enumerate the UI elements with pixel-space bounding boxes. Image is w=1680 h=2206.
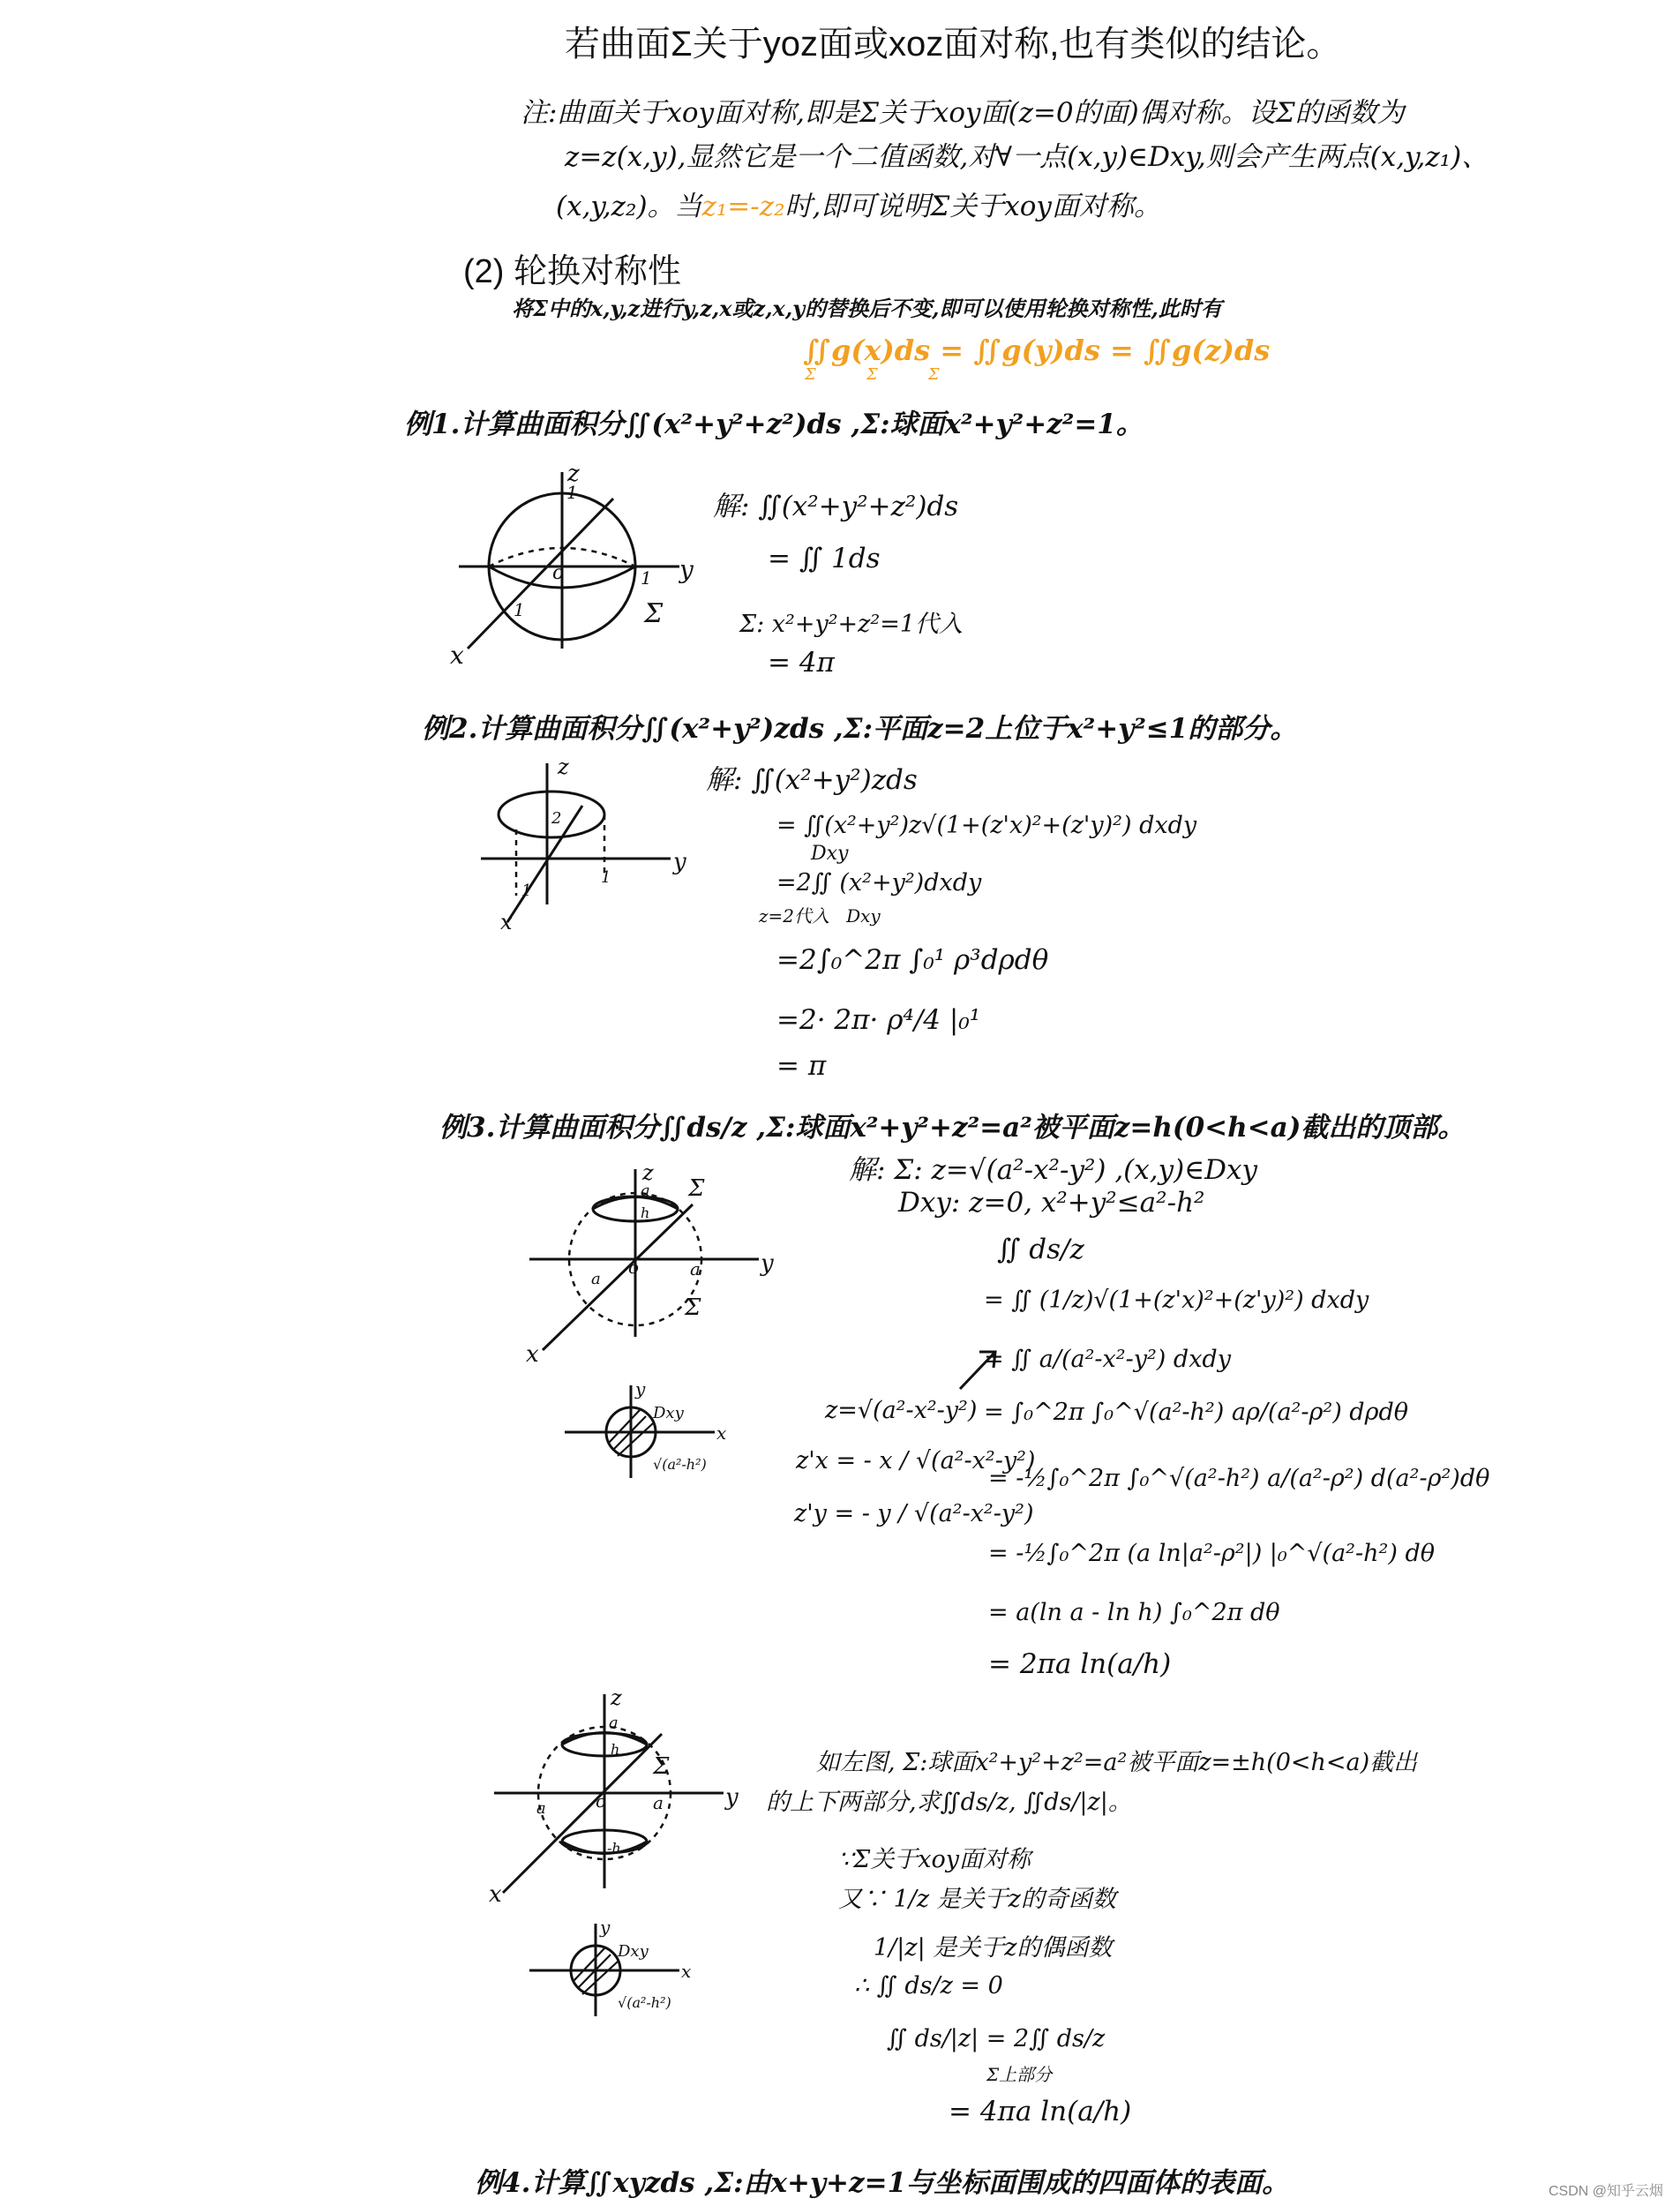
label-z: z <box>567 461 580 487</box>
ex3b-sol-line-7: = 4πa ln(a/h) <box>949 2096 1132 2127</box>
example3-title: 例3.计算曲面积分∬ds/z ,Σ:球面x²+y²+z²=a²被平面z=h(0<h<a)截出的顶部。 <box>439 1112 1466 1144</box>
ex3-sol-line-8: = -½∫₀^2π (a ln|a²-ρ²|) |₀^√(a²-h²) dθ <box>988 1540 1435 1567</box>
ex3b-sol-line-3: 1/|z| 是关于z的偶函数 <box>874 1934 1113 1962</box>
label-y: y <box>679 555 694 584</box>
note-line-3 <box>556 184 1161 223</box>
x-axis <box>543 1204 693 1350</box>
label-sigma: Σ <box>653 1753 670 1780</box>
label-one-top: 1 <box>566 482 578 503</box>
example1-sphere-diagram <box>441 459 715 679</box>
ex3b-text-line-2: 的上下两部分,求∬ds/z, ∬ds/|z|。 <box>766 1789 1132 1816</box>
note-line-3-pre: (x,y,z₂)。当 <box>556 191 702 222</box>
ex2-sol-line-4: =2∬ (x²+y²)dxdy <box>776 869 982 897</box>
label-h: h <box>641 1204 650 1221</box>
label-a-front: a <box>591 1270 601 1288</box>
example3b-dxy-disk <box>529 1919 706 2025</box>
rotation-formula: ∬g(x)ds = ∬g(y)ds = ∬g(z)ds <box>803 334 1271 367</box>
ex3-sol-line-1: 解: Σ: z=√(a²-x²-y²) ,(x,y)∈Dxy <box>849 1154 1258 1186</box>
ex3b-sol-line-6: Σ上部分 <box>986 2064 1053 2085</box>
ex3-sol-line-5: = ∬ a/(a²-x²-y²) dxdy <box>984 1346 1231 1373</box>
label-x: x <box>716 1422 727 1444</box>
label-y: y <box>635 1378 646 1399</box>
ex3-sol-line-10: = 2πa ln(a/h) <box>988 1648 1172 1680</box>
label-x: x <box>500 910 513 934</box>
ex3-sol-line-3: ∬ ds/z <box>997 1234 1084 1265</box>
label-x: x <box>450 641 464 670</box>
ex3-side-line-1: z=√(a²-x²-y²) <box>825 1397 978 1424</box>
ex2-sol-line-3: Dxy <box>799 843 849 865</box>
label-x: x <box>489 1881 502 1908</box>
label-dxy: Dxy <box>653 1404 684 1422</box>
label-y: y <box>761 1250 774 1277</box>
ex3-sol-line-6: = ∫₀^2π ∫₀^√(a²-h²) aρ/(a²-ρ²) dρdθ <box>984 1399 1409 1426</box>
label-x: x <box>526 1341 539 1368</box>
note-line-2: z=z(x,y),显然它是一个二值函数,对∀一点(x,y)∈Dxy,则会产生两点(x,y,z₁)、 <box>565 141 1489 173</box>
ex3-sol-line-9: = a(ln a - ln h) ∫₀^2π dθ <box>988 1599 1280 1626</box>
x-axis <box>503 1734 662 1893</box>
ex1-sol-line-1: 解: ∬(x²+y²+z²)ds <box>713 491 959 522</box>
label-two: 2 <box>551 809 562 828</box>
note-line-1: 注:曲面关于xoy面对称,即是Σ关于xoy面(z=0的面)偶对称。设Σ的函数为 <box>521 97 1405 129</box>
ex2-sol-line-1: 解: ∬(x²+y²)zds <box>706 764 918 796</box>
example3b-sphere-diagram <box>485 1685 750 1906</box>
label-y: y <box>600 1917 611 1938</box>
label-o: o <box>596 1790 607 1812</box>
example4-title: 例4.计算∬xyzds ,Σ:由x+y+z=1与坐标面围成的四面体的表面。 <box>475 2167 1290 2199</box>
label-y: y <box>673 849 686 875</box>
label-o: o <box>628 1257 640 1278</box>
ex1-sol-line-3: Σ: x²+y²+z²=1代入 <box>739 611 963 638</box>
label-sigma-bottom: Σ <box>685 1294 701 1321</box>
label-radius: √(a²-h²) <box>618 1994 671 2011</box>
label-y: y <box>725 1784 739 1811</box>
rotation-formula-sub: Σ Σ Σ <box>805 365 940 384</box>
ex3b-sol-line-2: 又∵ 1/z 是关于z的奇函数 <box>838 1886 1116 1913</box>
label-one-right: 1 <box>641 567 652 589</box>
note-line-3-post: 时,即可说明Σ关于xoy面对称。 <box>784 191 1161 222</box>
label-z: z <box>642 1160 654 1185</box>
label-one-right: 1 <box>601 868 611 887</box>
ex3-sol-line-4: = ∬ (1/z)√(1+(z'x)²+(z'y)²) dxdy <box>984 1287 1369 1314</box>
ex3-sol-line-2: Dxy: z=0, x²+y²≤a²-h² <box>898 1187 1205 1219</box>
substitution-arrow <box>953 1343 1006 1396</box>
ex2-sol-line-5: z=2代入 Dxy <box>759 905 881 927</box>
watermark: CSDN @知乎云烟 <box>1549 2184 1664 2199</box>
label-sigma: Σ <box>644 598 664 629</box>
ex3b-text-line-1: 如左图, Σ:球面x²+y²+z²=a²被平面z=±h(0<h<a)截出 <box>816 1749 1418 1776</box>
section-desc: 将Σ中的x,y,z进行y,z,x或z,x,y的替换后不变,即可以使用轮换对称性,此时有 <box>512 296 1222 321</box>
label-dxy: Dxy <box>618 1942 649 1961</box>
ex3-side-line-2: z'x = - x / √(a²-x²-y²) <box>796 1447 1036 1474</box>
ex3-sol-line-7: = -½∫₀^2π ∫₀^√(a²-h²) a/(a²-ρ²) d(a²-ρ²)dθ <box>988 1465 1490 1492</box>
section-heading: (2) 轮换对称性 <box>463 253 682 290</box>
example3-sphere-cap-diagram <box>521 1160 776 1372</box>
example3-dxy-disk <box>565 1378 741 1487</box>
ex2-sol-line-8: = π <box>776 1050 827 1082</box>
page-title: 若曲面Σ关于yoz面或xoz面对称,也有类似的结论。 <box>565 25 1342 64</box>
label-radius: √(a²-h²) <box>653 1456 707 1473</box>
ex3b-sol-line-1: ∵Σ关于xoy面对称 <box>838 1846 1031 1873</box>
label-sigma-top: Σ <box>688 1175 705 1202</box>
x-axis <box>507 806 582 922</box>
ex3b-sol-line-5: ∬ ds/|z| = 2∬ ds/z <box>887 2025 1106 2052</box>
label-o: o <box>552 562 565 584</box>
label-a-top: a <box>641 1182 650 1200</box>
ex2-sol-line-6: =2∫₀^2π ∫₀¹ ρ³dρdθ <box>776 944 1049 976</box>
example2-plane-diagram <box>472 754 701 934</box>
label-a-top: a <box>609 1714 619 1732</box>
label-one-front: 1 <box>521 882 532 900</box>
ex2-sol-line-7: =2· 2π· ρ⁴/4 |₀¹ <box>776 1004 981 1036</box>
label-h: h <box>611 1741 620 1758</box>
ex1-sol-line-4: = 4π <box>768 647 835 679</box>
label-x: x <box>681 1961 692 1982</box>
label-z: z <box>558 754 569 779</box>
label-a-right: a <box>653 1792 664 1813</box>
ex2-sol-line-2: = ∬(x²+y²)z√(1+(z'x)²+(z'y)²) dxdy <box>776 812 1197 839</box>
example2-title: 例2.计算曲面积分∬(x²+y²)zds ,Σ:平面z=2上位于x²+y²≤1的部分。 <box>422 713 1298 745</box>
label-z: z <box>611 1685 622 1710</box>
label-minus-h: -h <box>607 1840 621 1857</box>
example1-title: 例1.计算曲面积分∬(x²+y²+z²)ds ,Σ:球面x²+y²+z²=1。 <box>404 409 1144 440</box>
ex3-side-line-3: z'y = - y / √(a²-x²-y²) <box>794 1500 1034 1527</box>
ex1-sol-line-2: = ∬ 1ds <box>768 543 881 574</box>
ex3b-sol-line-4: ∴ ∬ ds/z = 0 <box>854 1972 1003 2000</box>
note-highlight: z₁=-z₂ <box>701 191 785 222</box>
label-one-front: 1 <box>514 599 525 620</box>
label-a-right: a <box>690 1258 701 1279</box>
label-a-left: a <box>536 1799 546 1818</box>
